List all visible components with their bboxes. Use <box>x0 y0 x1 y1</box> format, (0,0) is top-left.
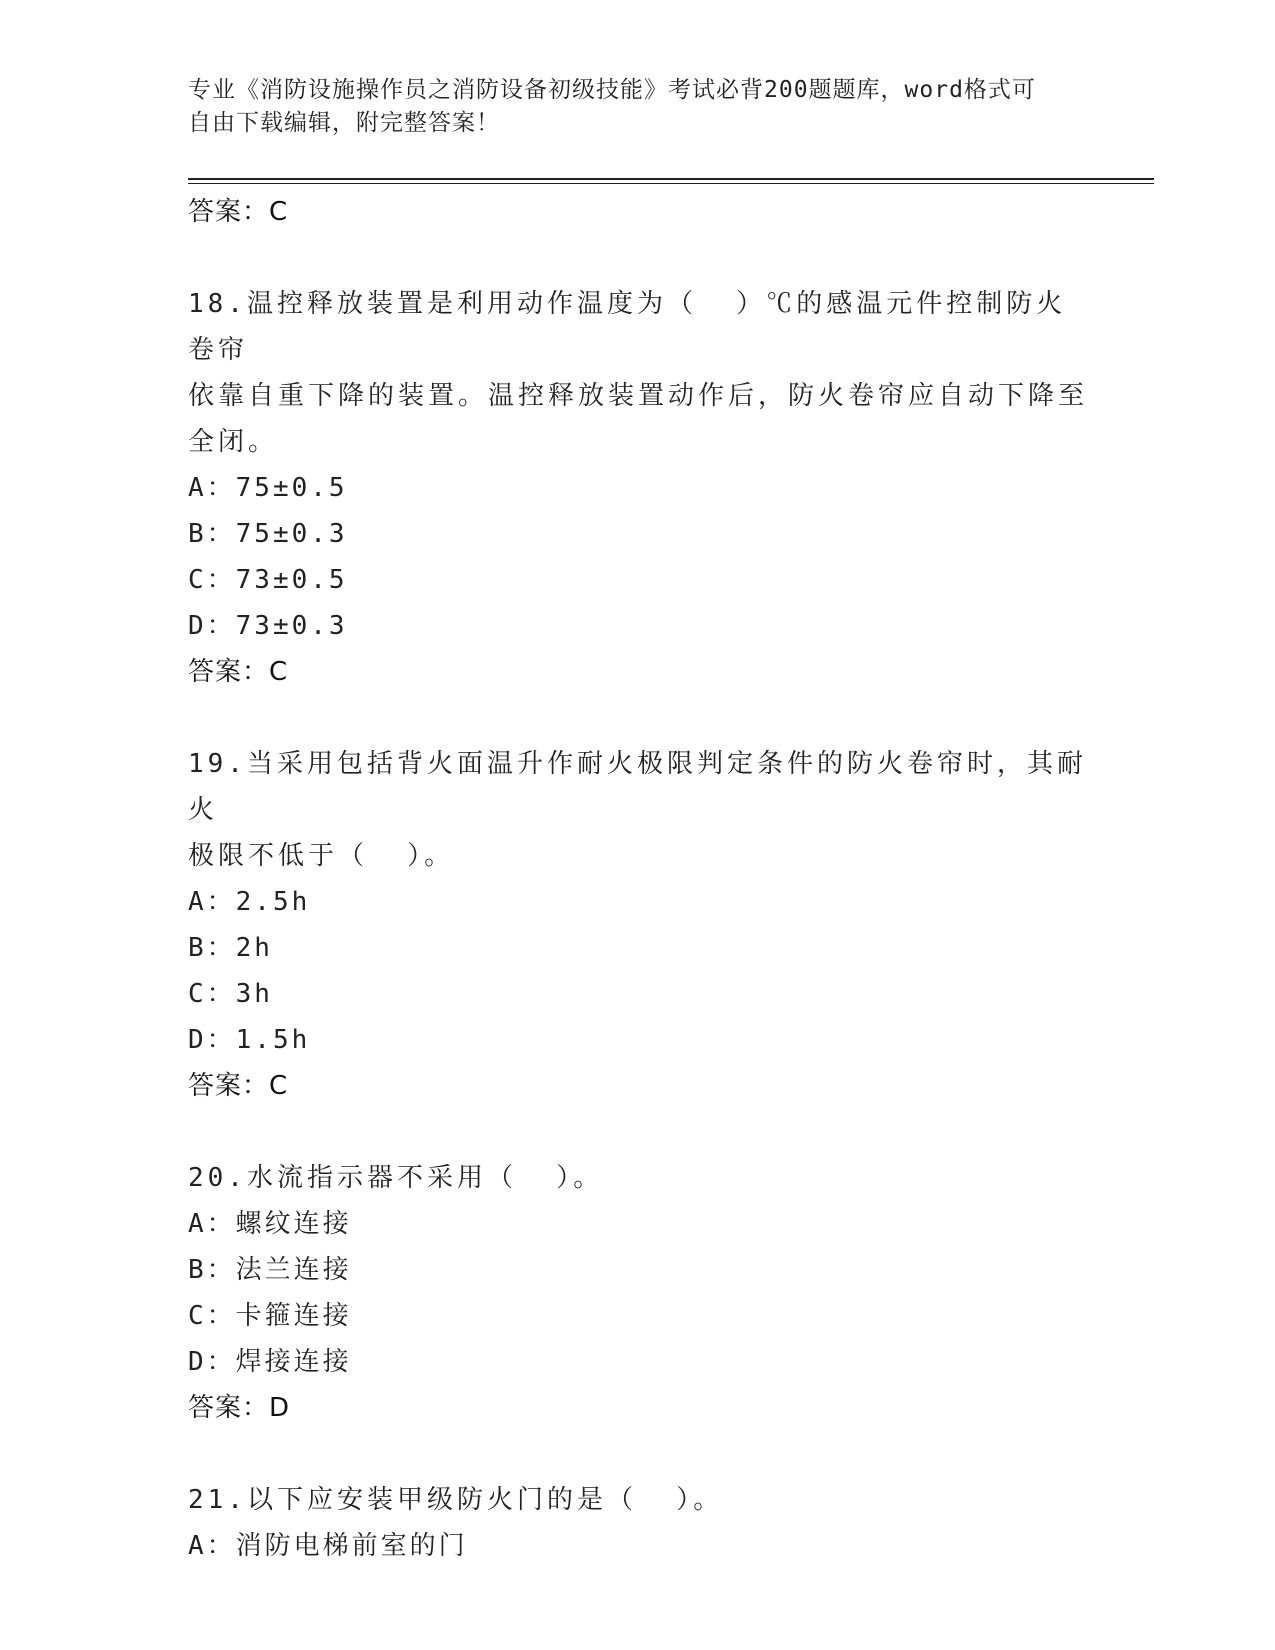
option-c: C：卡箍连接 <box>188 1301 352 1331</box>
header-line-1: 专业《消防设施操作员之消防设备初级技能》考试必背200题题库，word格式可 <box>188 77 1036 103</box>
option-b: B：法兰连接 <box>188 1255 352 1285</box>
option-d: D：73±0.3 <box>188 611 348 641</box>
question-20 <box>188 1155 1088 1431</box>
spacer <box>188 1431 1088 1477</box>
option-d: D：1.5h <box>188 1025 311 1055</box>
option-a: A：螺纹连接 <box>188 1209 352 1239</box>
header-line-2: 自由下载编辑，附完整答案！ <box>188 110 500 136</box>
question-text-line: 全闭。 <box>188 427 279 457</box>
question-text-line: 21.以下应安装甲级防火门的是（ ）。 <box>188 1485 724 1515</box>
spacer <box>188 695 1088 741</box>
question-21 <box>188 1477 1088 1569</box>
option-b: B：75±0.3 <box>188 519 348 549</box>
answer: 答案：D <box>188 1393 291 1423</box>
option-d: D：焊接连接 <box>188 1347 352 1377</box>
question-text-line: 依靠自重下降的装置。温控释放装置动作后，防火卷帘应自动下降至 <box>188 381 1089 411</box>
question-text-line: 19.当采用包括背火面温升作耐火极限判定条件的防火卷帘时，其耐火 <box>188 749 1087 825</box>
header-divider-thin <box>188 183 1154 184</box>
previous-answer: 答案：C <box>188 197 289 227</box>
option-c: C：73±0.5 <box>188 565 348 595</box>
question-text-line: 20.水流指示器不采用（ ）。 <box>188 1163 604 1193</box>
question-19 <box>188 741 1088 1109</box>
option-a: A：消防电梯前室的门 <box>188 1531 468 1561</box>
option-b: B：2h <box>188 933 273 963</box>
spacer <box>188 1109 1088 1155</box>
question-18 <box>188 281 1088 695</box>
document-header <box>188 74 1068 140</box>
question-text-line: 18.温控释放装置是利用动作温度为（ ）℃的感温元件控制防火卷帘 <box>188 289 1067 365</box>
answer: 答案：C <box>188 657 289 687</box>
question-list <box>188 189 1088 1569</box>
spacer <box>188 235 1088 281</box>
option-c: C：3h <box>188 979 273 1009</box>
option-a: A：75±0.5 <box>188 473 348 503</box>
header-divider-thick <box>188 178 1154 180</box>
question-text-line: 极限不低于（ ）。 <box>188 841 455 871</box>
option-a: A：2.5h <box>188 887 311 917</box>
answer: 答案：C <box>188 1071 289 1101</box>
